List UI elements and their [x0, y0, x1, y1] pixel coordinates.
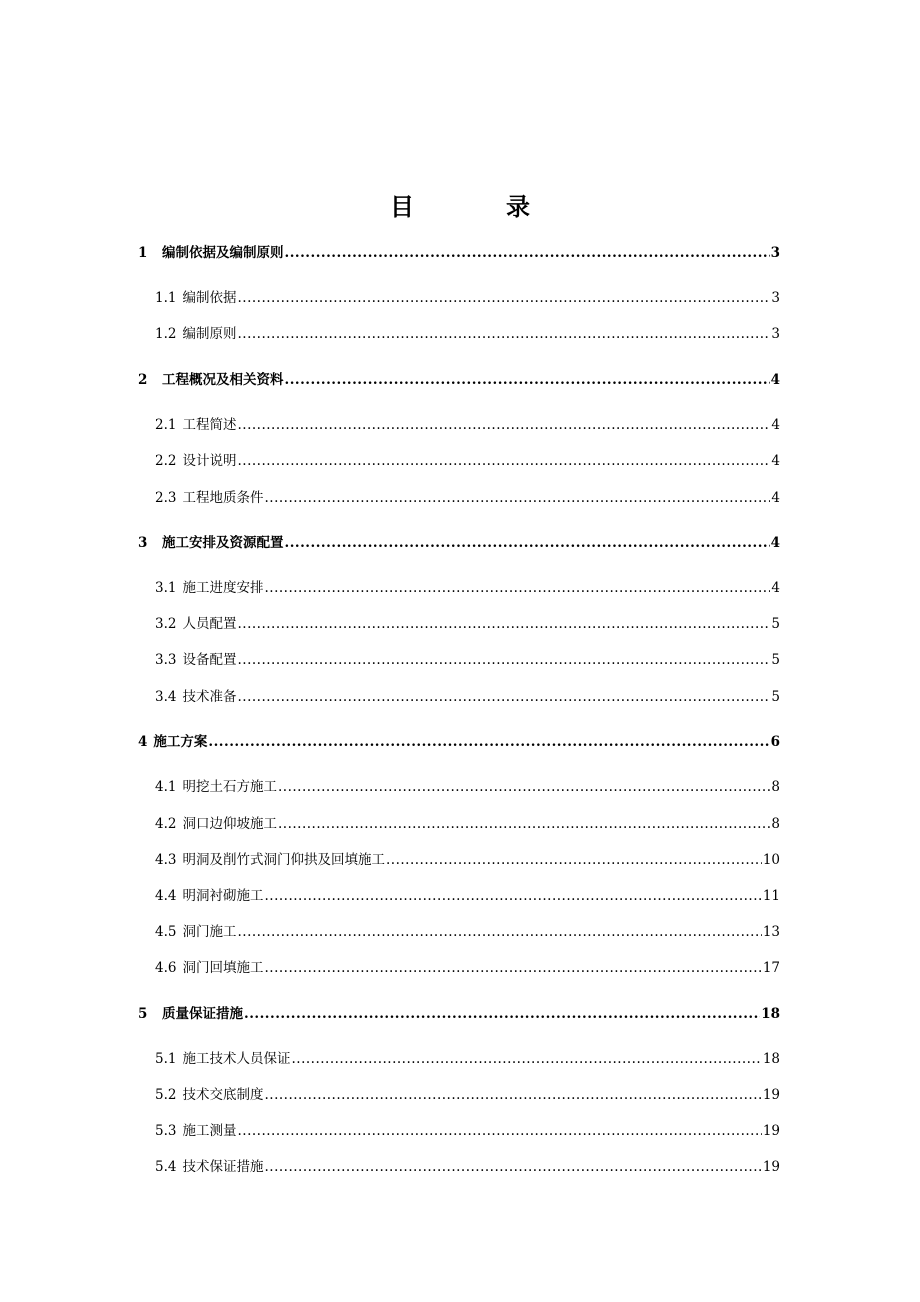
toc-entry-title: 技术交底制度 — [182, 1087, 264, 1103]
toc-entry-section[interactable] — [138, 1004, 780, 1024]
toc-entry-title: 人员配置 — [182, 616, 237, 632]
toc-entry-page: 17 — [762, 960, 780, 976]
toc-entry-page: 10 — [762, 852, 780, 868]
toc-entry-subsection[interactable] — [155, 886, 780, 906]
toc-entry-title: 施工安排及资源配置 — [162, 535, 284, 551]
dot-leader — [237, 922, 761, 942]
toc-entry-number: 4 — [138, 734, 148, 750]
toc-entry-subsection[interactable] — [155, 1157, 780, 1177]
toc-entry-title: 质量保证措施 — [162, 1006, 243, 1022]
toc-entry-number: 1.1 — [155, 290, 177, 306]
toc-entry-number: 5 — [138, 1006, 148, 1022]
toc-entry-number: 5.1 — [155, 1051, 177, 1067]
toc-entry-number: 2.1 — [155, 417, 177, 433]
toc-entry-title: 施工进度安排 — [182, 580, 264, 596]
toc-entry-page: 19 — [762, 1123, 780, 1139]
toc-entry-number: 1.2 — [155, 326, 177, 342]
toc-entry-title: 明挖土石方施工 — [182, 779, 277, 795]
toc-entry-page: 4 — [771, 490, 780, 506]
toc-entry-title: 设备配置 — [182, 652, 237, 668]
dot-leader — [237, 324, 770, 344]
dot-leader — [264, 1085, 761, 1105]
toc-entry-page: 4 — [771, 580, 780, 596]
toc-entry-subsection[interactable] — [155, 614, 780, 634]
dot-leader — [264, 958, 761, 978]
toc-entry-section[interactable] — [138, 533, 780, 553]
toc-entry-page: 18 — [762, 1051, 780, 1067]
toc-entry-subsection[interactable] — [155, 814, 780, 834]
toc-entry-title: 工程概况及相关资料 — [162, 372, 284, 388]
dot-leader — [285, 243, 770, 263]
toc-entry-section[interactable] — [138, 370, 780, 390]
toc-entry-page: 5 — [771, 616, 780, 632]
toc-entry-subsection[interactable] — [155, 415, 780, 435]
toc-title: 目 录 — [390, 192, 564, 221]
dot-leader — [278, 777, 770, 797]
toc-entry-subsection[interactable] — [155, 777, 780, 797]
toc-entry-number: 5.2 — [155, 1087, 177, 1103]
toc-entry-title: 明洞及削竹式洞门仰拱及回填施工 — [182, 852, 385, 868]
toc-entry-number: 4.1 — [155, 779, 177, 795]
toc-entry-page: 4 — [771, 417, 780, 433]
toc-entry-page: 6 — [770, 734, 780, 750]
toc-entry-title: 工程地质条件 — [182, 490, 264, 506]
toc-entry-subsection[interactable] — [155, 288, 780, 308]
toc-entry-number: 4.2 — [155, 816, 177, 832]
toc-entry-page: 5 — [771, 689, 780, 705]
toc-entry-title: 明洞衬砌施工 — [182, 888, 264, 904]
dot-leader — [291, 1049, 761, 1069]
toc-entry-title: 技术准备 — [182, 689, 237, 705]
dot-leader — [386, 850, 762, 870]
dot-leader — [244, 1004, 760, 1024]
toc-entry-number: 4.4 — [155, 888, 177, 904]
toc-entry-subsection[interactable] — [155, 1085, 780, 1105]
toc-entry-title: 施工技术人员保证 — [182, 1051, 291, 1067]
dot-leader — [237, 614, 770, 634]
toc-entry-number: 2.2 — [155, 453, 177, 469]
toc-entry-number: 4.6 — [155, 960, 177, 976]
dot-leader — [285, 370, 770, 390]
toc-entry-title: 洞口边仰坡施工 — [182, 816, 277, 832]
toc-entry-title: 洞门回填施工 — [182, 960, 264, 976]
toc-entry-subsection[interactable] — [155, 687, 780, 707]
toc-entry-subsection[interactable] — [155, 850, 780, 870]
toc-entry-title: 编制依据 — [182, 290, 237, 306]
toc-entry-number: 3.1 — [155, 580, 177, 596]
toc-entry-number: 5.3 — [155, 1123, 177, 1139]
toc-entry-number: 4.5 — [155, 924, 177, 940]
toc-entry-page: 19 — [762, 1159, 780, 1175]
toc-entry-page: 3 — [770, 245, 780, 261]
toc-entry-number: 5.4 — [155, 1159, 177, 1175]
toc-entry-page: 19 — [762, 1087, 780, 1103]
toc-entry-page: 18 — [761, 1006, 780, 1022]
dot-leader — [237, 1121, 761, 1141]
dot-leader — [237, 451, 770, 471]
dot-leader — [208, 732, 769, 752]
toc-entry-section[interactable] — [138, 732, 780, 752]
dot-leader — [264, 1157, 761, 1177]
toc-entry-page: 3 — [771, 326, 780, 342]
toc-entry-subsection[interactable] — [155, 488, 780, 508]
toc-entry-subsection[interactable] — [155, 922, 780, 942]
toc-entry-page: 8 — [771, 779, 780, 795]
toc-entry-title: 技术保证措施 — [182, 1159, 264, 1175]
toc-entry-title: 设计说明 — [182, 453, 237, 469]
dot-leader — [237, 415, 770, 435]
toc-entry-number: 2 — [138, 372, 148, 388]
toc-entry-title: 工程简述 — [182, 417, 237, 433]
toc-entry-title: 编制依据及编制原则 — [162, 245, 284, 261]
toc-entry-number: 3.3 — [155, 652, 177, 668]
toc-entry-subsection[interactable] — [155, 578, 780, 598]
toc-entry-page: 4 — [770, 535, 780, 551]
toc-entry-subsection[interactable] — [155, 1121, 780, 1141]
toc-entry-page: 13 — [762, 924, 780, 940]
toc-entry-page: 8 — [771, 816, 780, 832]
toc-entry-number: 4.3 — [155, 852, 177, 868]
dot-leader — [237, 650, 770, 670]
toc-entry-page: 4 — [771, 453, 780, 469]
toc-entry-number: 3 — [138, 535, 148, 551]
dot-leader — [237, 687, 770, 707]
toc-entry-subsection[interactable] — [155, 650, 780, 670]
toc-entry-number: 3.4 — [155, 689, 177, 705]
toc-entry-page: 4 — [770, 372, 780, 388]
toc-entry-page: 11 — [762, 888, 780, 904]
toc-entry-section[interactable] — [138, 243, 780, 263]
toc-entry-subsection[interactable] — [155, 958, 780, 978]
toc-entry-number: 2.3 — [155, 490, 177, 506]
toc-entry-page: 5 — [771, 652, 780, 668]
toc-entry-title: 编制原则 — [182, 326, 237, 342]
dot-leader — [285, 533, 770, 553]
toc-entry-subsection[interactable] — [155, 324, 780, 344]
toc-entry-title: 施工方案 — [153, 734, 208, 750]
dot-leader — [237, 288, 770, 308]
toc-entry-subsection[interactable] — [155, 451, 780, 471]
dot-leader — [264, 488, 770, 508]
toc-entry-title: 施工测量 — [182, 1123, 237, 1139]
toc-entry-page: 3 — [771, 290, 780, 306]
dot-leader — [264, 578, 770, 598]
toc-entry-title: 洞门施工 — [182, 924, 237, 940]
toc-entry-subsection[interactable] — [155, 1049, 780, 1069]
toc-entry-number: 3.2 — [155, 616, 177, 632]
toc-entry-number: 1 — [138, 245, 148, 261]
dot-leader — [278, 814, 770, 834]
dot-leader — [264, 886, 761, 906]
